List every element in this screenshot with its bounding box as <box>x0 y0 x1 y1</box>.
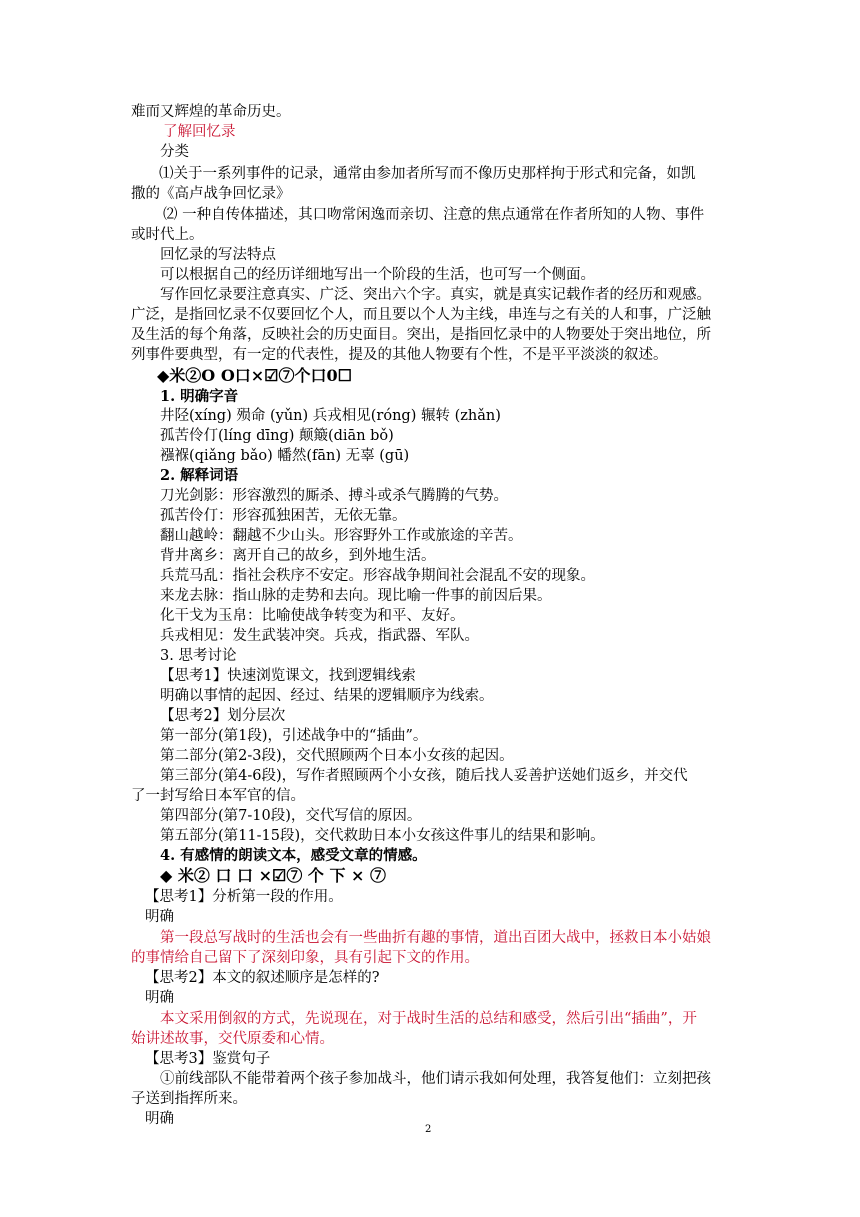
text-line: ①前线部队不能带着两个孩子参加战斗，他们请示我如何处理，我答复他们：立刻把孩 <box>160 1071 711 1087</box>
section-heading: 1. 明确字音 <box>160 388 239 405</box>
section-heading: 2. 解释词语 <box>160 467 239 484</box>
answer-line: 明确以事情的起因、经过、结果的逻辑顺序为线索。 <box>160 688 494 704</box>
definition-line: 兵荒马乱：指社会秩序不安定。形容战争期间社会混乱不安的现象。 <box>160 568 595 584</box>
symbol-heading: ◆ 米② 口 口 ×☑⑦ 个 下 × ⑦ <box>160 866 387 885</box>
section-heading: 4. 有感情的朗读文本，感受文章的情感。 <box>160 847 427 864</box>
answer-text: 的事情给自己留下了深刻印象，具有引起下文的作用。 <box>131 950 479 966</box>
answer-text: 本文采用倒叙的方式，先说现在，对于战时生活的总结和感受，然后引出“插曲”，开 <box>160 1011 697 1027</box>
text-line: 子送到指挥所来。 <box>131 1091 247 1107</box>
text-line: 第三部分(第4-6段)，写作者照顾两个小女孩，随后找人妥善护送她们返乡，并交代 <box>160 768 688 784</box>
definition-line: 来龙去脉：指山脉的走势和去向。现比喻一件事的前因后果。 <box>160 588 552 604</box>
text-line: ⑴关于一系列事件的记录，通常由参加者所写而不像历史那样拘于形式和完备，如凯 <box>159 166 696 182</box>
text-line: 回忆录的写法特点 <box>160 247 276 263</box>
text-line: 第四部分(第7-10段)，交代写信的原因。 <box>160 808 422 824</box>
section-heading: 3. 思考讨论 <box>160 648 237 664</box>
text-line: 写作回忆录要注意真实、广泛、突出六个字。真实，就是真实记载作者的经历和观感。 <box>160 287 711 303</box>
text-line: 了一封写给日本军官的信。 <box>131 788 305 804</box>
text-line: 广泛，是指回忆录不仅要回忆个人，而且要以个人为主线，串连与之有关的人和事，广泛触 <box>131 307 711 323</box>
text-line: 撒的《高卢战争回忆录》 <box>131 186 291 202</box>
text-line: 及生活的每个角落，反映社会的历史面目。突出，是指回忆录中的人物要处于突出地位，所 <box>131 327 711 343</box>
text-line: 分类 <box>160 144 189 160</box>
text-line: 列事件要典型，有一定的代表性，提及的其他人物要有个性，不是平平淡淡的叙述。 <box>131 347 668 363</box>
text-line: 可以根据自己的经历详细地写出一个阶段的生活，也可写一个侧面。 <box>160 267 595 283</box>
text-line: 难而又辉煌的革命历史。 <box>131 104 291 120</box>
symbol-heading: ◆米②O O口×☑⑦个口0☐ <box>157 366 352 385</box>
pinyin-line: 孤苦伶仃(líng dīng) 颠簸(diān bǒ) <box>160 428 394 444</box>
definition-line: 刀光剑影：形容激烈的厮杀、搏斗或杀气腾腾的气势。 <box>160 488 508 504</box>
text-line: 第二部分(第2-3段)，交代照顾两个日本小女孩的起因。 <box>160 748 514 764</box>
definition-line: 孤苦伶仃：形容孤独困苦，无依无靠。 <box>160 508 407 524</box>
question-line: 【思考3】鉴赏句子 <box>145 1051 271 1067</box>
answer-label: 明确 <box>145 990 174 1006</box>
text-line: ⑵ 一种自传体描述，其口吻常闲逸而亲切、注意的焦点通常在作者所知的人物、事件 <box>163 207 705 223</box>
question-line: 【思考1】快速浏览课文，找到逻辑线索 <box>160 668 416 684</box>
answer-text: 始讲述故事，交代原委和心情。 <box>131 1031 334 1047</box>
text-line: 或时代上。 <box>131 227 204 243</box>
question-line: 【思考2】本文的叙述顺序是怎样的? <box>145 970 380 986</box>
page-number: 2 <box>425 1124 432 1135</box>
definition-line: 兵戎相见：发生武装冲突。兵戎，指武器、军队。 <box>160 628 479 644</box>
definition-line: 翻山越岭：翻越不少山头。形容野外工作或旅途的辛苦。 <box>160 528 523 544</box>
definition-line: 背井离乡：离开自己的故乡，到外地生活。 <box>160 548 436 564</box>
pinyin-line: 井陉(xíng) 殒命 (yǔn) 兵戎相见(róng) 辗转 (zhǎn) <box>160 408 501 424</box>
answer-text: 第一段总写战时的生活也会有一些曲折有趣的事情，道出百团大战中，拯救日本小姑娘 <box>160 930 711 946</box>
question-line: 【思考2】划分层次 <box>160 708 286 724</box>
answer-label: 明确 <box>145 909 174 925</box>
text-line: 第五部分(第11-15段)，交代救助日本小女孩这件事儿的结果和影响。 <box>160 828 605 844</box>
definition-line: 化干戈为玉帛：比喻使战争转变为和平、友好。 <box>160 608 465 624</box>
question-line: 【思考1】分析第一段的作用。 <box>145 889 343 905</box>
text-line: 第一部分(第1段)，引述战争中的“插曲”。 <box>160 728 428 744</box>
heading-memoir: 了解回忆录 <box>163 124 236 140</box>
pinyin-line: 襁褓(qiǎng bǎo) 幡然(fān) 无辜 (gū) <box>160 448 410 464</box>
answer-label: 明确 <box>145 1111 174 1127</box>
